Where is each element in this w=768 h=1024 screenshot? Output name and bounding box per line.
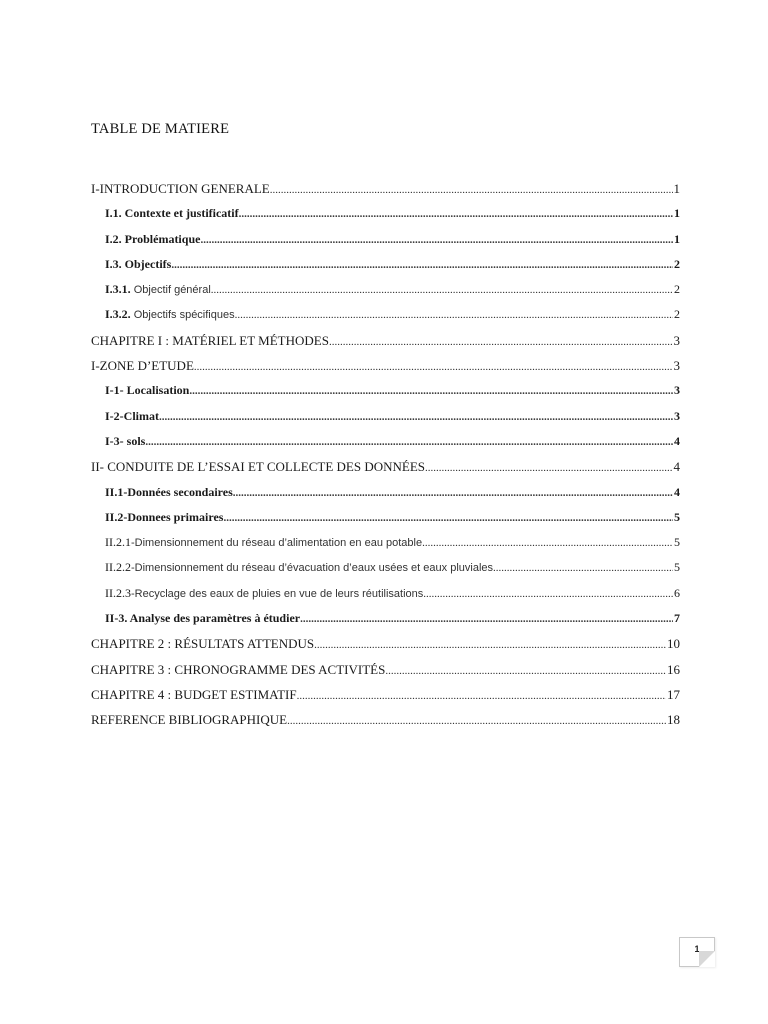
toc-entry-number: II.2.2 <box>105 560 131 575</box>
toc-entry[interactable] <box>91 555 680 580</box>
toc-entry-number: I.3.1. <box>105 282 131 297</box>
toc-leader-dots <box>270 178 673 201</box>
toc-leader-dots <box>422 531 673 555</box>
toc-entry-page: 3 <box>673 332 680 348</box>
toc-entry-label: I-3- sols <box>105 433 146 448</box>
toc-leader-dots <box>189 379 673 403</box>
toc-leader-dots <box>493 556 673 580</box>
page-corner-fold-icon <box>699 951 715 967</box>
toc-entry[interactable] <box>91 480 680 505</box>
toc-entry-label: I-ZONE D’ETUDE <box>91 358 194 374</box>
toc-entry-label: I.2. Problématique <box>105 231 201 246</box>
toc-entry[interactable] <box>91 454 680 479</box>
toc-entry-label: I-2-Climat <box>105 408 159 423</box>
toc-leader-dots <box>159 405 673 429</box>
toc-entry[interactable] <box>91 302 680 327</box>
toc-entry-label: II- CONDUITE DE L’ESSAI ET COLLECTE DES DONNÉES <box>91 459 426 475</box>
toc-entry-label <box>105 530 422 555</box>
toc-entry-label <box>105 277 211 302</box>
page-number: 1 <box>694 944 700 954</box>
toc-entry-page: 3 <box>674 383 680 398</box>
toc-entry[interactable] <box>91 378 680 403</box>
toc-entry-label: II.1-Données secondaires <box>105 484 233 499</box>
toc-entry[interactable] <box>91 353 680 378</box>
toc-entry-number: II.2.1 <box>105 535 131 550</box>
toc-entry-page: 2 <box>674 256 680 271</box>
toc-entry-label: II.2-Donnees primaires <box>105 509 224 524</box>
toc-entry-text: Objectif général <box>130 284 211 297</box>
toc-leader-dots <box>297 684 666 707</box>
toc-entry-page: 4 <box>674 433 680 448</box>
toc-entry[interactable] <box>91 429 680 454</box>
toc-entry-page: 1 <box>674 206 680 221</box>
toc-entry-text: Objectifs spécifiques <box>130 309 235 322</box>
toc-entry-label: II-3. Analyse des paramètres à étudier <box>105 611 301 626</box>
toc-entry-page: 17 <box>667 686 680 702</box>
toc-entry-label: I-INTRODUCTION GENERALE <box>91 181 270 196</box>
toc-entry[interactable] <box>91 252 680 277</box>
toc-entry[interactable] <box>91 581 680 606</box>
toc-entry-text: -Recyclage des eaux de pluies en vue de leurs réutilisations <box>131 587 424 600</box>
toc-leader-dots <box>200 228 673 252</box>
toc-leader-dots <box>300 607 673 631</box>
toc-entry-page: 10 <box>667 636 680 652</box>
toc-entry-page: 7 <box>674 611 680 626</box>
toc-entry[interactable] <box>91 277 680 302</box>
toc-entry-page: 3 <box>673 358 680 374</box>
toc-entry[interactable] <box>91 530 680 555</box>
toc-entry-page: 18 <box>667 712 680 728</box>
toc-entry[interactable] <box>91 657 680 682</box>
toc-entry-page: 5 <box>674 535 680 550</box>
toc-entry-label: REFERENCE BIBLIOGRAPHIQUE <box>91 712 288 728</box>
table-of-contents <box>91 176 680 733</box>
toc-entry-text: -Dimensionnement du réseau d’alimentation en eau potable <box>131 537 423 550</box>
toc-entry-label: I-1- Localisation <box>105 383 190 398</box>
toc-entry[interactable] <box>91 176 680 201</box>
toc-entry[interactable] <box>91 227 680 252</box>
toc-entry-page: 4 <box>674 484 680 499</box>
toc-leader-dots <box>211 278 673 302</box>
toc-entry[interactable] <box>91 606 680 631</box>
toc-entry-label: CHAPITRE 4 : BUDGET ESTIMATIF <box>91 686 297 702</box>
toc-entry-page: 3 <box>674 408 680 423</box>
toc-entry-page: 1 <box>673 181 680 196</box>
toc-entry-text: -Dimensionnement du réseau d’évacuation d’eaux usées et eaux pluviales <box>131 562 494 575</box>
toc-leader-dots <box>194 355 673 378</box>
toc-leader-dots <box>145 430 673 454</box>
toc-entry-label: I.1. Contexte et justificatif <box>105 206 239 221</box>
page-number-badge <box>679 937 715 967</box>
toc-entry-label <box>105 302 235 327</box>
toc-entry-page: 4 <box>673 459 680 475</box>
toc-entry[interactable] <box>91 201 680 226</box>
toc-entry[interactable] <box>91 682 680 707</box>
toc-leader-dots <box>235 303 673 327</box>
toc-entry-page: 6 <box>674 585 680 600</box>
toc-entry-page: 2 <box>674 282 680 297</box>
toc-leader-dots <box>171 253 673 277</box>
toc-entry-number: I.3.2. <box>105 307 131 322</box>
toc-entry[interactable] <box>91 707 680 732</box>
toc-entry-label: CHAPITRE 3 : CHRONOGRAMME DES ACTIVITÉS <box>91 661 386 677</box>
toc-leader-dots <box>425 456 672 479</box>
toc-entry-number: II.2.3 <box>105 585 131 600</box>
toc-leader-dots <box>287 709 666 732</box>
toc-entry[interactable] <box>91 505 680 530</box>
toc-entry-label <box>105 555 493 580</box>
toc-leader-dots <box>239 202 673 226</box>
toc-leader-dots <box>223 506 673 530</box>
toc-entry-page: 2 <box>674 307 680 322</box>
toc-leader-dots <box>233 481 673 505</box>
toc-leader-dots <box>329 330 673 353</box>
toc-leader-dots <box>385 659 666 682</box>
toc-leader-dots <box>314 633 666 656</box>
toc-entry-page: 16 <box>667 661 680 677</box>
toc-entry-label <box>105 581 423 606</box>
toc-entry[interactable] <box>91 328 680 353</box>
toc-entry-page: 1 <box>674 231 680 246</box>
toc-entry[interactable] <box>91 631 680 656</box>
toc-entry-label: CHAPITRE I : MATÉRIEL ET MÉTHODES <box>91 332 329 348</box>
page-title: TABLE DE MATIERE <box>91 121 230 137</box>
toc-entry-label: CHAPITRE 2 : RÉSULTATS ATTENDUS <box>91 636 315 652</box>
toc-entry-page: 5 <box>674 560 680 575</box>
toc-entry[interactable] <box>91 404 680 429</box>
toc-leader-dots <box>423 582 673 606</box>
toc-entry-page: 5 <box>674 509 680 524</box>
toc-entry-label: I.3. Objectifs <box>105 256 172 271</box>
